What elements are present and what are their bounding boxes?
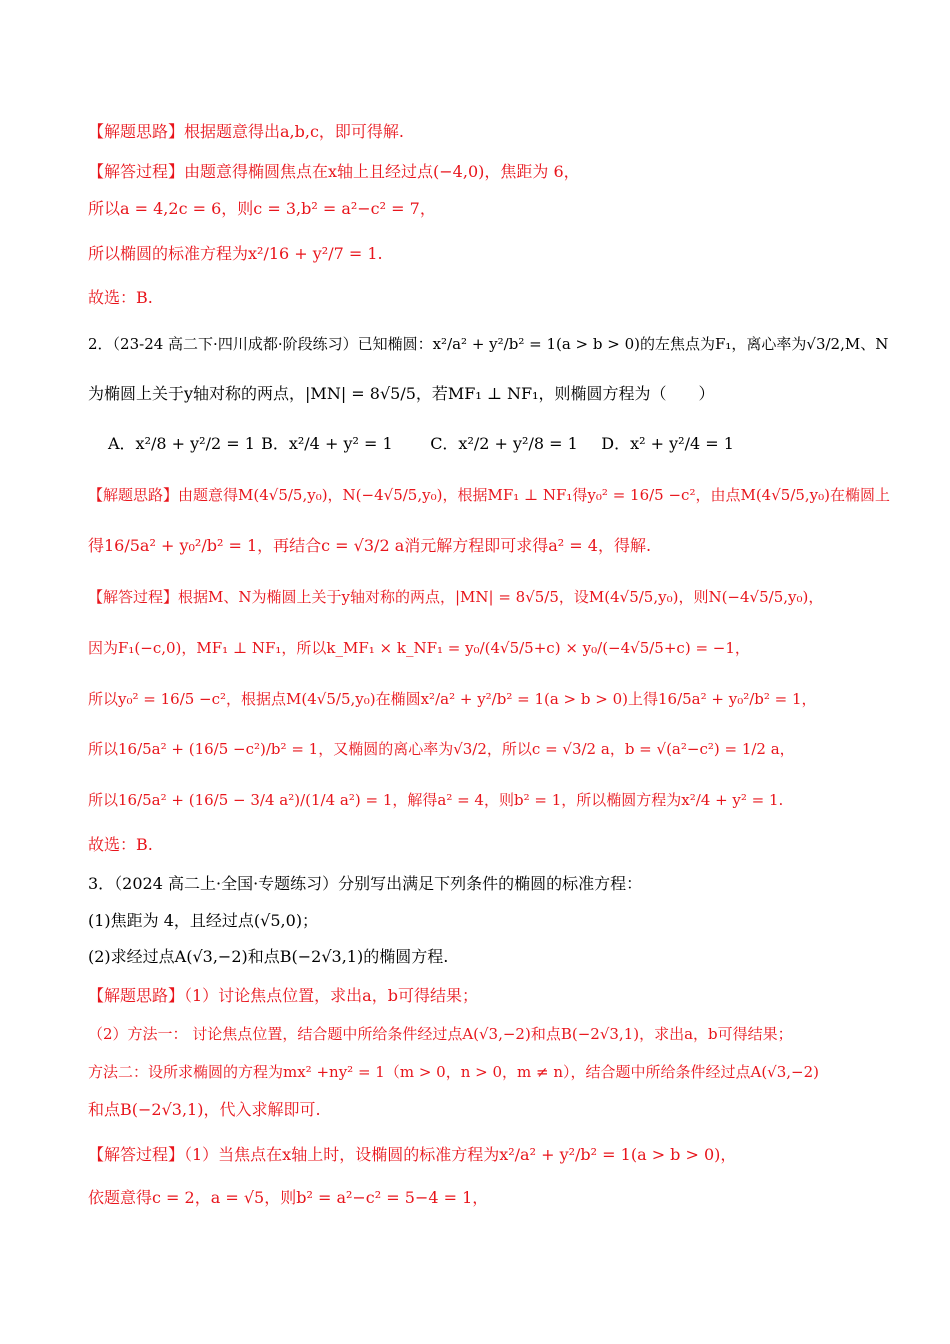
q3-stem-2: (1)焦距为 4，且经过点(√5,0)；: [88, 911, 319, 930]
q2-thought-1: 【解题思路】由题意得M(4√5/5,y₀)，N(−4√5/5,y₀)，根据MF₁ ⊥ NF₁得y₀² = 16/5 −c²，由点M(4√5/5,y₀)在椭圆上: [88, 486, 891, 504]
q2-option-b: B．x²/4 + y² = 1: [261, 434, 393, 453]
q3-thought-3: 方法二：设所求椭圆的方程为mx² +ny² = 1（m > 0，n > 0，m ≠ n），结合题中所给条件经过点A(√3,−2): [88, 1063, 820, 1081]
q2-process-1: 【解答过程】根据M、N为椭圆上关于y轴对称的两点，|MN| = 8√5/5，设M(4√5/5,y₀)，则N(−4√5/5,y₀)，: [88, 588, 824, 606]
q3-thought-2: （2）方法一： 讨论焦点位置，结合题中所给条件经过点A(√3,−2)和点B(−2√3,1)，求出a，b可得结果；: [88, 1025, 793, 1043]
q2-process-3: 所以y₀² = 16/5 −c²，根据点M(4√5/5,y₀)在椭圆x²/a² + y²/b² = 1(a > b > 0)上得16/5a² + y₀²/b² = 1，: [88, 690, 817, 708]
q2-stem-1: 2．（23-24 高二下·四川成都·阶段练习）已知椭圆：x²/a² + y²/b² = 1(a > b > 0)的左焦点为F₁，离心率为√3/2,M、N: [88, 335, 889, 353]
q2-choice: 故选：B.: [88, 835, 153, 854]
q3-process-2: 依题意得c = 2，a = √5，则b² = a²−c² = 5−4 = 1，: [88, 1188, 489, 1207]
b1-thought: 【解题思路】根据题意得出a,b,c，即可得解.: [88, 122, 405, 141]
q2-option-c: C．x²/2 + y²/8 = 1: [430, 434, 578, 453]
q2-process-5: 所以16/5a² + (16/5 − 3/4 a²)/(1/4 a²) = 1，解得a² = 4，则b² = 1，所以椭圆方程为x²/4 + y² = 1.: [88, 791, 784, 809]
b1-process-2: 所以a = 4,2c = 6，则c = 3,b² = a²−c² = 7，: [88, 199, 436, 218]
q3-process-1: 【解答过程】（1）当焦点在x轴上时，设椭圆的标准方程为x²/a² + y²/b² = 1(a > b > 0)，: [88, 1145, 737, 1164]
q2-option-d: D．x² + y²/4 = 1: [601, 434, 734, 453]
q3-thought-1: 【解题思路】（1）讨论焦点位置，求出a，b可得结果；: [88, 986, 478, 1005]
b1-choice: 故选：B.: [88, 288, 153, 307]
q2-stem-2: 为椭圆上关于y轴对称的两点，|MN| = 8√5/5，若MF₁ ⊥ NF₁，则椭圆方程为（ ）: [88, 384, 715, 403]
b1-process-3: 所以椭圆的标准方程为x²/16 + y²/7 = 1.: [88, 244, 383, 263]
q2-option-a: A．x²/8 + y²/2 = 1: [108, 434, 255, 453]
q3-stem-1: 3．（2024 高二上·全国·专题练习）分别写出满足下列条件的椭圆的标准方程：: [88, 874, 643, 893]
q2-process-4: 所以16/5a² + (16/5 −c²)/b² = 1，又椭圆的离心率为√3/2，所以c = √3/2 a，b = √(a²−c²) = 1/2 a，: [88, 740, 795, 758]
q2-options: [108, 433, 870, 455]
q2-process-2: 因为F₁(−c,0)，MF₁ ⊥ NF₁，所以k_MF₁ × k_NF₁ = y₀/(4√5/5+c) × y₀/(−4√5/5+c) = −1，: [88, 639, 750, 657]
q3-thought-4: 和点B(−2√3,1)，代入求解即可.: [88, 1100, 321, 1119]
q2-thought-2: 得16/5a² + y₀²/b² = 1，再结合c = √3/2 a消元解方程即可求得a² = 4，得解.: [88, 536, 652, 555]
q3-stem-3: (2)求经过点A(√3,−2)和点B(−2√3,1)的椭圆方程.: [88, 947, 449, 966]
b1-process-1: 【解答过程】由题意得椭圆焦点在x轴上且经过点(−4,0)，焦距为 6，: [88, 162, 580, 181]
